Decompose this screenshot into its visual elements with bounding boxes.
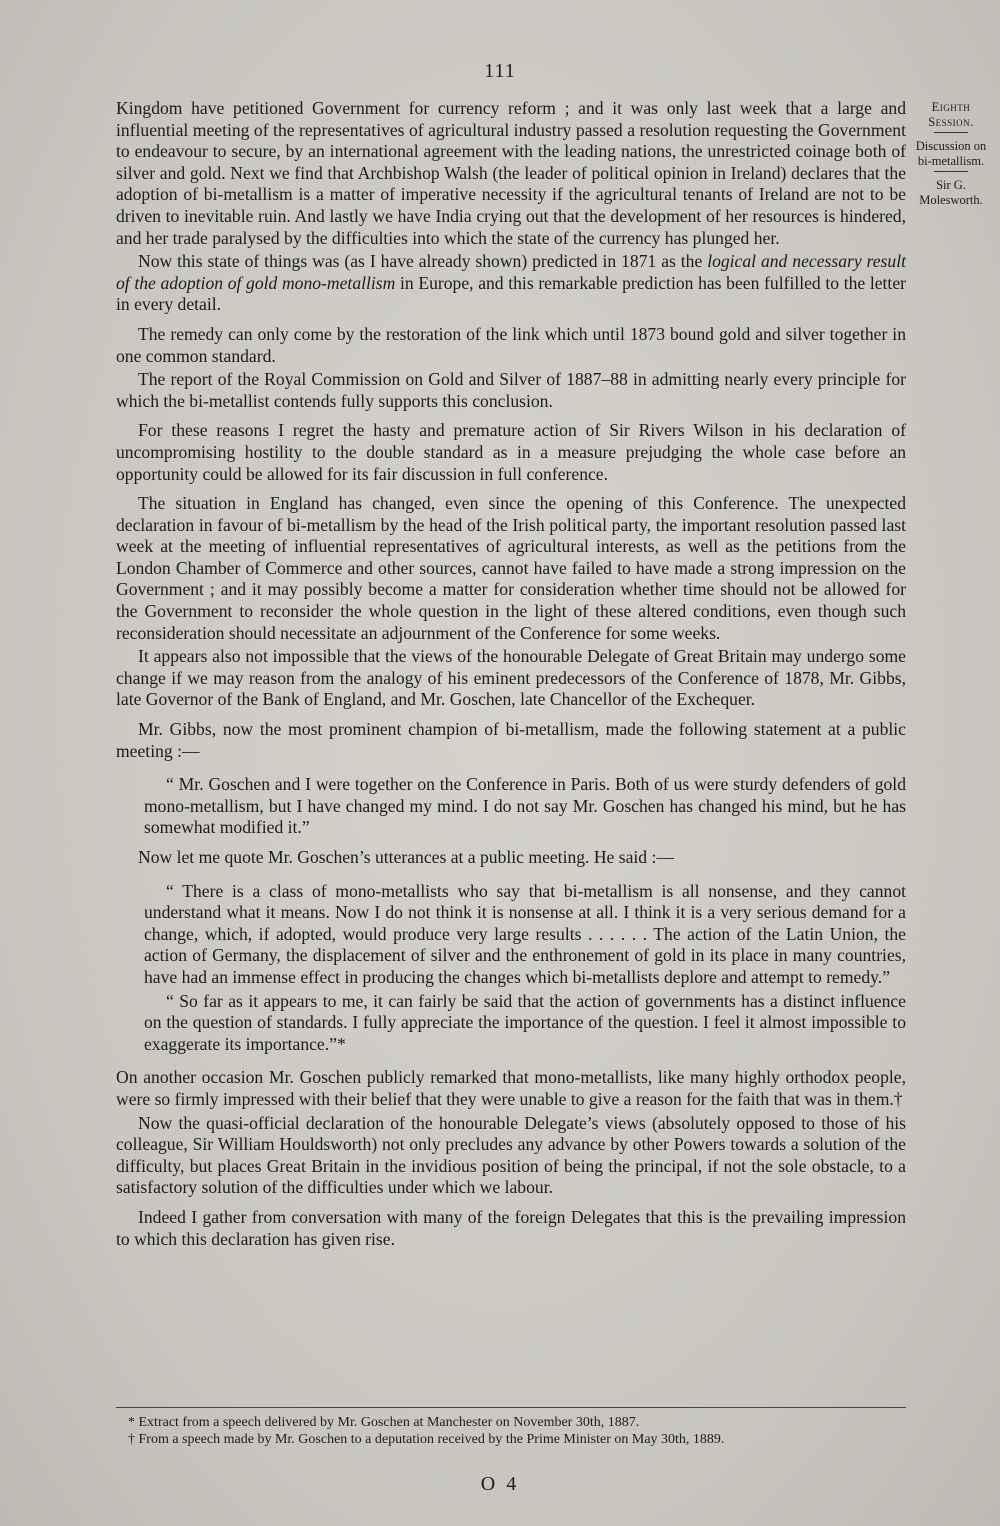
margin-note-session: Eighth Session.	[928, 100, 974, 129]
prediction-emphasis: logical and necessary result of the adoption of gold mono-metallism	[116, 251, 906, 293]
paragraph: It appears also not impossible that the views of the honourable Delegate of Great Britain may undergo some change if we may reason from the analogy of his eminent predecessors of the Conference of 1878, Mr. Gibbs, late Governor of the Bank of England, and Mr. Goschen, late Chancellor of the Exchequer.	[116, 646, 906, 710]
page-number: 111	[484, 60, 516, 82]
margin-notes	[906, 100, 996, 208]
footnotes	[116, 1407, 906, 1448]
footnote: † From a speech made by Mr. Goschen to a deputation received by the Prime Minister on May 30th, 1889.	[128, 1432, 725, 1447]
paragraph: The remedy can only come by the restoration of the link which until 1873 bound gold and silver together in one common standard.	[116, 323, 906, 366]
prediction-before: Now this state of things was (as I have already shown) predicted in 1871 as the	[138, 251, 703, 272]
prediction-after: in Europe, and this remarkable prediction has been fulfilled to the letter in every detail.	[116, 272, 906, 315]
margin-rule	[934, 132, 968, 133]
quote-goschen: “ There is a class of mono-metallists who say that bi-metallism is all nonsense, and they cannot understand what it means. Now I do not think it is nonsense at all. I think it is a very serious demand for a change, which, if adopted, would produce very large results . . . . . . The action of the Latin Union, the action of Germany, the displacement of silver and the enthronement of gold in its place in many countries, have had an immense effect in producing the changes which bi-metallists deplore and attempt to remedy.”	[144, 880, 906, 987]
body-text	[116, 98, 906, 1252]
footnote: * Extract from a speech delivered by Mr. Goschen at Manchester on November 30th, 1887.	[128, 1415, 640, 1430]
margin-note-speaker: Sir G. Molesworth.	[919, 178, 983, 207]
paragraph: Mr. Gibbs, now the most prominent champion of bi-metallism, made the following statement at a public meeting :—	[116, 719, 906, 761]
quote-goschen-continued: “ So far as it appears to me, it can fairly be said that the action of governments has a distinct influence on the question of standards. I fully appreciate the importance of the question. I feel it almost impossible to exaggerate its importance.”*	[144, 990, 906, 1054]
paragraph: For these reasons I regret the hasty and premature action of Sir Rivers Wilson in his declaration of uncompromising hostility to the double standard as in a measure prejudging the whole case before an opportunity could be allowed for its fair discussion in full conference.	[116, 420, 906, 484]
margin-rule	[934, 171, 968, 172]
quote-gibbs: “ Mr. Goschen and I were together on the Conference in Paris. Both of us were sturdy defenders of gold mono-metallism, but I have changed my mind. I do not say Mr. Goschen has changed his mind, but he has somewhat modified it.”	[144, 774, 906, 838]
paragraph-prediction	[116, 251, 906, 316]
paragraph: Now the quasi-official declaration of the honourable Delegate’s views (absolutely opposed to those of his colleague, Sir William Houldsworth) not only precludes any advance by other Powers towards a solution of the difficulty, but places Great Britain in the invidious position of being the principal, if not the sole obstacle, to a satisfactory solution of the difficulties under which we labour.	[116, 1112, 906, 1198]
paragraph: On another occasion Mr. Goschen publicly remarked that mono-metallists, like many highly orthodox people, were so firmly impressed with their belief that they were unable to give a reason for the faith that was in them.†	[116, 1067, 906, 1109]
paragraph: Now let me quote Mr. Goschen’s utterances at a public meeting. He said :—	[138, 847, 674, 867]
paragraph: The situation in England has changed, even since the opening of this Conference. The unexpected declaration in favour of bi-metallism by the head of the Irish political party, the important resolution passed last week at the meeting of influential representatives of agricultural interests, as well as the petitions from the London Chamber of Commerce and other sources, cannot have failed to have made a strong impression on the Government ; and it may possibly become a matter for consideration whether time should not be allowed for the Government to reconsider the whole question in the light of these altered conditions, even though such reconsideration should necessitate an adjournment of the Conference for some weeks.	[116, 493, 906, 643]
paragraph: The report of the Royal Commission on Gold and Silver of 1887–88 in admitting nearly every principle for which the bi-metallist contends fully supports this conclusion.	[116, 369, 906, 411]
paragraph: Indeed I gather from conversation with many of the foreign Delegates that this is the prevailing impression to which this declaration has given rise.	[116, 1206, 906, 1249]
margin-note-topic: Discussion on bi-metallism.	[915, 139, 987, 168]
signature-mark: O 4	[480, 1473, 520, 1495]
paragraph: Kingdom have petitioned Government for currency reform ; and it was only last week that a large and influential meeting of the representatives of agricultural industry passed a resolution requesting the Government to endeavour to secure, by an international agreement with the leading nations, the unrestricted coinage both of silver and gold. Next we find that Archbishop Walsh (the leader of political opinion in Ireland) declares that the adoption of bi-metallism is a matter of imperative necessity if the agricultural tenants of Ireland are not to be driven to inevitable ruin. And lastly we have India crying out that the development of her resources is hindered, and her trade paralysed by the difficulties into which the state of the currency has plunged her.	[116, 98, 906, 248]
